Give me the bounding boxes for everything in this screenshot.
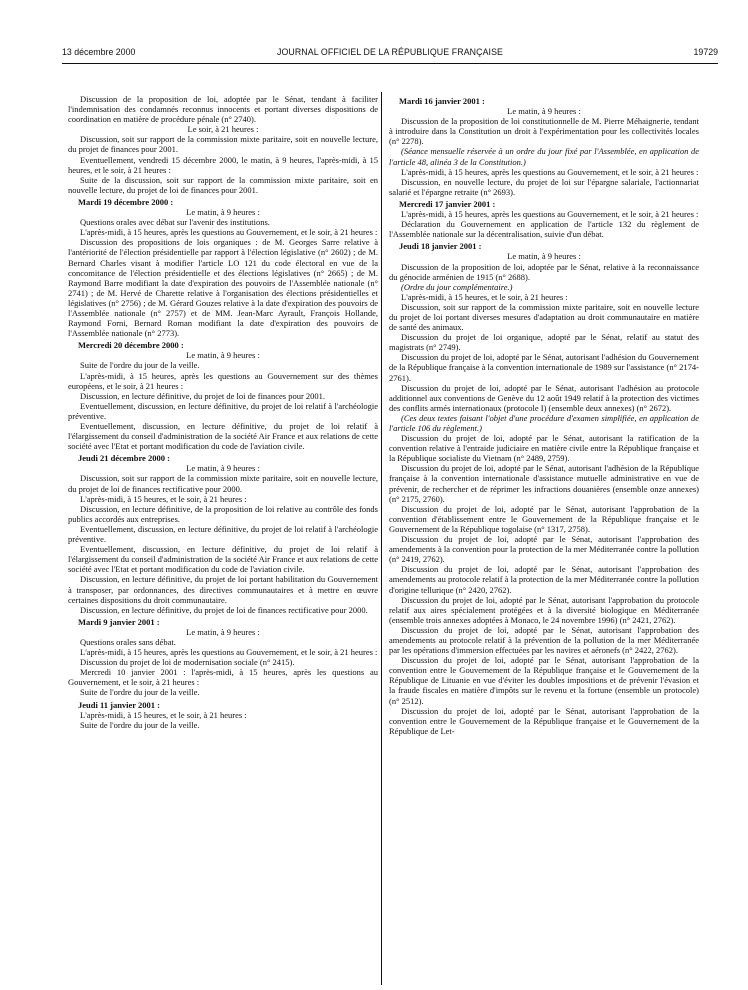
paragraph: Suite de l'ordre du jour de la veille. [80, 687, 200, 698]
schedule-line: Le matin, à 9 heures : [186, 207, 260, 218]
paragraph: L'après-midi, à 15 heures, et le soir, à 21 heures : [80, 493, 247, 504]
schedule-line: Le matin, à 9 heures : [186, 463, 260, 474]
session-date: Jeudi 11 janvier 2001 : [78, 699, 161, 710]
schedule-line: Le matin, à 9 heures : [507, 106, 581, 117]
paragraph: Discussion de la proposition de loi, adoptée par le Sénat, relative à la reconnaissance du génocide arménien de 1915 (n° 2688). [389, 261, 699, 282]
paragraph: Discussion, soit sur rapport de la commission mixte paritaire, soit en nouvelle lecture, du projet de finances pour 2001. [68, 134, 378, 155]
paragraph: Discussion du projet de loi, adopté par le Sénat, autorisant l'adhésion de la République française à la convention internationale d'assistance mutuelle administrative en vue de prévenir, de rechercher et de réprimer les infractions douanières (ensemble onze annexes) (n° 2175, 2760). [389, 463, 699, 504]
paragraph: Discussion, en lecture définitive, du projet de loi portant habilitation du Gouvernement à transposer, par ordonnances, des directives communautaires et à mettre en œuvre certaines dispositions du droit communautaire. [68, 574, 378, 605]
schedule-line: Le soir, à 21 heures : [187, 124, 259, 135]
right-column [389, 94, 699, 984]
header-title: JOURNAL OFFICIEL DE LA RÉPUBLIQUE FRANÇAISE [276, 47, 504, 57]
paragraph: Eventuellement, discussion, en lecture définitive, du projet de loi relatif à l'élargissement du conseil d'administration de la société Air France et aux relations de cette société avec l'Etat et portant modification du code de l'aviation civile. [68, 544, 378, 575]
paragraph: Discussion, en lecture définitive, de la proposition de loi relative au contrôle des fonds publics accordés aux entreprises. [68, 503, 378, 524]
paragraph: L'après-midi, à 15 heures, après les questions au Gouvernement, et le soir, à 21 heures : [80, 647, 378, 658]
header-date: 13 décembre 2000 [62, 47, 136, 57]
paragraph: Discussion du projet de loi, adopté par le Sénat, autorisant l'approbation de la convention d'établissement entre le Gouvernement de la République française et le Gouvernement de la République togolaise (n° 1317, 2758). [389, 503, 699, 534]
paragraph: Suite de l'ordre du jour de la veille. [80, 719, 200, 730]
session-date: Mardi 19 décembre 2000 : [78, 196, 174, 207]
session-date: Mardi 16 janvier 2001 : [399, 96, 485, 106]
header-page-number: 19729 [693, 47, 718, 57]
paragraph: Suite de la discussion, soit sur rapport de la commission mixte paritaire, soit en nouvelle lecture, du projet de loi de finances pour 2001. [68, 174, 378, 195]
paragraph: Discussion du projet de loi, adopté par le Sénat, autorisant l'approbation de la convention entre le Gouvernement de la République française et le Gouvernement de la République de Lituanie en vue d'éviter les doubles impositions et de prévenir l'évasion et la fraude fiscales en matière d'impôts sur le revenu et la fortune (ensemble un protocole) (n° 2512). [389, 655, 699, 706]
paragraph: (Ces deux textes faisant l'objet d'une procédure d'examen simplifiée, en application de l'article 106 du règlement.) [389, 412, 699, 433]
session-date: Jeudi 21 décembre 2000 : [78, 453, 170, 464]
session-date: Mercredi 20 décembre 2000 : [78, 340, 184, 351]
paragraph: Discussion du projet de loi, adopté par le Sénat, autorisant l'approbation du protocole relatif aux aires spécialement protégées et à la diversité biologique en Méditerranée (ensemble trois annexes adoptées à Monaco, le 24 novembre 1996) (n° 2421, 2762). [389, 594, 699, 625]
paragraph: Discussion du projet de loi, adopté par le Sénat, autorisant la ratification de la convention relative à l'entraide judiciaire en matière civile entre la République française et la République socialiste du Vietnam (n° 2489, 2759). [389, 433, 699, 464]
paragraph: Mercredi 10 janvier 2001 : l'après-midi, à 15 heures, après les questions au Gouvernement, et le soir, à 21 heures : [68, 667, 378, 688]
session-date: Jeudi 18 janvier 2001 : [399, 241, 482, 252]
paragraph: Discussion, soit sur rapport de la commission mixte paritaire, soit en nouvelle lecture, du projet de loi de finances rectificative pour 2000. [68, 473, 378, 494]
paragraph: Discussion du projet de loi, adopté par le Sénat, autorisant l'approbation des amendements à la convention pour la protection de la mer Méditerranée contre la pollution (n° 2419, 2762). [389, 534, 699, 565]
paragraph: Discussion du projet de loi, adopté par le Sénat, autorisant l'approbation des amendements au protocole relatif à la prévention de la pollution de la mer Méditerranée par les opérations d'immersion effectuées par les navires et aéronefs (n° 2422, 2762). [389, 624, 699, 656]
paragraph: Discussion du projet de loi, adopté par le Sénat, autorisant l'approbation de la convention entre le Gouvernement de la République française et le Gouvernement de la République de Let- [389, 705, 699, 736]
paragraph: Suite de l'ordre du jour de la veille. [80, 360, 200, 371]
paragraph: L'après-midi, à 15 heures, après les questions au Gouvernement, et le soir, à 21 heures : [401, 166, 699, 177]
paragraph: Discussion de la proposition de loi, adoptée par le Sénat, tendant à faciliter l'indemnisation des condamnés reconnus innocents et portant diverses dispositions de coordination en matière de procédure pénale (n° 2740). [68, 94, 378, 125]
paragraph: Eventuellement, discussion, en lecture définitive, du projet de loi relatif à l'élargissement du conseil d'administration de la société Air France et aux relations de cette société avec l'Etat et portant modification du code de l'aviation civile. [68, 421, 378, 452]
schedule-line: Le matin, à 9 heures : [186, 626, 260, 637]
paragraph: Discussion, en lecture définitive, du projet de loi de finances pour 2001. [80, 390, 326, 401]
paragraph: Eventuellement, discussion, en lecture définitive, du projet de loi relatif à l'archéologie préventive. [68, 400, 378, 421]
paragraph: L'après-midi, à 15 heures, et le soir, à 21 heures : [80, 709, 247, 720]
paragraph: (Séance mensuelle réservée à un ordre du jour fixé par l'Assemblée, en application de l'article 48, alinéa 3 de la Constitution.) [389, 146, 699, 167]
paragraph: Discussion des propositions de lois organiques : de M. Georges Sarre relative à l'antériorité de l'élection présidentielle par rapport à l'élection législative (n° 2602) ; de M. Bernard Charles visant à modifier l'article LO 121 du code électoral en vue de la concomitance de l'élection présidentielle et des élections législatives (n° 2665) ; de M. Raymond Barre modifiant la date d'expiration des pouvoirs de l'Assemblée nationale (n° 2741) ; de M. Hervé de Charette relative à l'organisation des élections présidentielles et législatives (n° 2756) ; de M. Gérard Gouzes relative à la date d'expiration des pouvoirs de l'Assemblée nationale (n° 2757) et de MM. Jean-Marc Ayrault, François Hollande, Raymond Forni, Bernard Roman modifiant la date d'expiration des pouvoirs de l'Assemblée nationale (n° 2773). [68, 237, 378, 339]
paragraph: L'après-midi, à 15 heures, après les questions au Gouvernement sur des thèmes européens, et le soir, à 21 heures : [68, 370, 378, 391]
paragraph: L'après-midi, à 15 heures, et le soir, à 21 heures : [401, 291, 568, 302]
paragraph: L'après-midi, à 15 heures, après les questions au Gouvernement, et le soir, à 21 heures : [401, 209, 699, 220]
page-header [62, 47, 718, 61]
paragraph: Discussion du projet de loi de modernisation sociale (n° 2415). [80, 657, 295, 668]
paragraph: Eventuellement, discussion, en lecture définitive, du projet de loi relatif à l'archéologie préventive. [68, 523, 378, 545]
paragraph: L'après-midi, à 15 heures, après les questions au Gouvernement, et le soir, à 21 heures : [80, 227, 378, 238]
column-divider [381, 92, 382, 985]
paragraph: Discussion, soit sur rapport de la commission mixte paritaire, soit en nouvelle lecture du projet de loi portant diverses mesures d'adaptation au droit communautaire en matière de santé des animaux. [389, 301, 699, 333]
schedule-line: Le matin, à 9 heures : [186, 350, 260, 361]
header-rule [62, 63, 718, 64]
paragraph: Déclaration du Gouvernement en application de l'article 132 du règlement de l'Assemblée nationale sur la décentralisation, suivie d'un débat. [389, 219, 699, 240]
paragraph: Discussion, en nouvelle lecture, du projet de loi sur l'épargne salariale, l'actionnariat salarié et l'épargne retraite (n° 2693). [389, 176, 699, 197]
session-date: Mercredi 17 janvier 2001 : [399, 198, 496, 209]
paragraph: Questions orales avec débat sur l'avenir des institutions. [80, 217, 270, 228]
session-date: Mardi 9 janvier 2001 : [78, 616, 160, 627]
paragraph: Discussion de la proposition de loi constitutionnelle de M. Pierre Méhaignerie, tendant à introduire dans la Constitution un droit à l'expérimentation pour les collectivités locales (n° 2278). [389, 116, 699, 147]
paragraph: Discussion du projet de loi organique, adopté par le Sénat, relatif au statut des magistrats (n° 2749). [389, 332, 699, 353]
paragraph: Discussion du projet de loi, adopté par le Sénat, autorisant l'adhésion au protocole additionnel aux conventions de Genève du 12 août 1949 relatif à la protection des victimes des conflits armés internationaux (protocole I) (ensemble deux annexes) (n° 2672). [389, 382, 699, 413]
paragraph: Discussion du projet de loi, adopté par le Sénat, autorisant l'approbation des amendements au protocole relatif à la protection de la mer Méditerranée contre la pollution d'origine tellurique (n° 2420, 2762). [389, 564, 699, 595]
paragraph: Discussion du projet de loi, adopté par le Sénat, autorisant l'adhésion du Gouvernement de la République française à la convention internationale de 1989 sur l'assistance (n° 2174-2761). [389, 352, 699, 383]
left-column [68, 94, 378, 984]
schedule-line: Le matin, à 9 heures : [507, 251, 581, 262]
paragraph: (Ordre du jour complémentaire.) [401, 281, 513, 292]
paragraph: Questions orales sans débat. [80, 636, 176, 647]
paragraph: Eventuellement, vendredi 15 décembre 2000, le matin, à 9 heures, l'après-midi, à 15 heures, et le soir, à 21 heures : [68, 154, 378, 175]
paragraph: Discussion, en lecture définitive, du projet de loi de finances rectificative pour 2000. [80, 604, 368, 615]
